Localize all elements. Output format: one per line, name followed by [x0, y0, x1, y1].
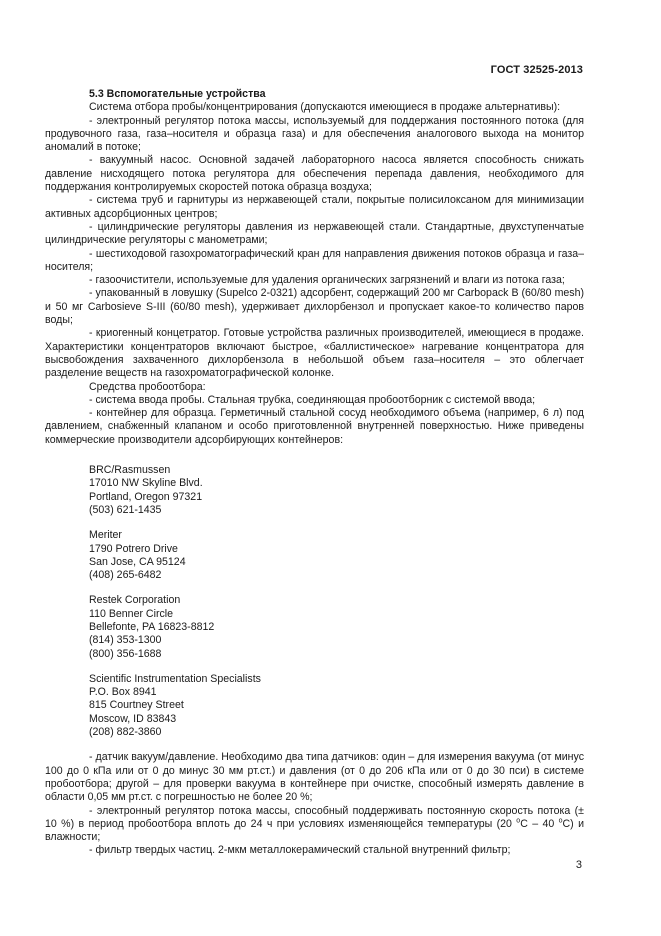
vendor-line: Meriter	[89, 529, 122, 542]
vendor-list	[45, 464, 584, 739]
text-run: С – 40	[520, 817, 559, 830]
vendor-line: 1790 Potrero Drive	[89, 542, 178, 555]
vendor-line: (208) 882-3860	[89, 726, 162, 739]
vendor-address	[89, 464, 584, 517]
vendor-line: BRC/Rasmussen	[89, 464, 171, 477]
vendor-line: 17010 NW Skyline Blvd.	[89, 477, 203, 490]
standard-id: ГОСТ 32525-2013	[490, 64, 583, 76]
paragraph: - цилиндрические регуляторы давления из нержавеющей стали. Стандартные, двухступенчатые цилиндрические регуляторы с манометрами;	[45, 220, 584, 247]
paragraph: - контейнер для образца. Герметичный стальной сосуд необходимого объема (например, 6 л) под давлением, снабженный клапаном и особо приготовленной внутренней поверхностью. Ниже приведены коммерческие производители адсорбирующих контейнеров:	[45, 407, 584, 446]
paragraph: - шестиходовой газохроматографический кран для направления движения потоков образца и газа–носителя;	[45, 247, 584, 273]
paragraph-flow-regulator	[45, 805, 584, 845]
degree-mark: о	[516, 817, 521, 825]
vendor-line: 815 Courtney Street	[89, 699, 184, 712]
paragraph: - газоочистители, используемые для удаления органических загрязнений и влаги из потока газа;	[89, 274, 565, 287]
vendor-line: (800) 356-1688	[89, 647, 162, 660]
vendor-line: (503) 621-1435	[89, 503, 162, 516]
paragraph: - вакуумный насос. Основной задачей лабораторного насоса является способность снижать давление нисходящего потока регулятора для обеспечения перепада давления, необходимого для поддержания контролируемых скоростей потока образца воздуха;	[45, 154, 584, 194]
vendor-address	[89, 673, 584, 739]
vendor-address	[89, 594, 584, 660]
vendor-line: (814) 353-1300	[89, 634, 162, 647]
vendor-line: Moscow, ID 83843	[89, 712, 177, 725]
paragraph: - электронный регулятор потока массы, используемый для поддержания постоянного потока (для продувочного газа, газа–носителя и образца газа) и для обеспечения аналогового выхода на монитор аномалий в потоке;	[45, 114, 584, 154]
paragraph: - система ввода пробы. Стальная трубка, соединяющая пробоотборник с системой ввода;	[89, 393, 536, 406]
vendor-line: San Jose, CA 95124	[89, 555, 186, 568]
paragraph: - упакованный в ловушку (Supelco 2-0321) адсорбент, содержащий 200 мг Carbopack B (60/80 mesh) и 50 мг Carbosieve S-III (60/80 mesh), удерживает дихлорбензол и пропускает какое-то количество паров воды;	[45, 287, 584, 327]
paragraph: Система отбора пробы/концентрирования (допускаются имеющиеся в продаже альтернативы):	[89, 101, 561, 114]
section-title: 5.3 Вспомогательные устройства	[89, 88, 266, 100]
vendor-line: (408) 265-6482	[89, 569, 162, 582]
text-run: С) и влажности;	[45, 817, 584, 844]
paragraph: - система труб и гарнитуры из нержавеющей стали, покрытые полисилоксаном для минимизации активных адсорбционных центров;	[45, 194, 584, 220]
vendor-line: 110 Benner Circle	[89, 607, 174, 620]
degree-mark: о	[558, 817, 563, 825]
vendor-address	[89, 529, 584, 582]
page-number: 3	[575, 859, 582, 871]
vendor-line: Bellefonte, PA 16823-8812	[89, 620, 215, 633]
vendor-line: P.O. Box 8941	[89, 686, 157, 699]
paragraph: Средства пробоотбора:	[89, 380, 206, 393]
text-run: - электронный регулятор потока массы, способный поддерживать постоянную скорость потока (± 10 %) в период пробоотбора вплоть до 24 ч при условиях изменяющейся температуры (20	[45, 804, 584, 830]
equipment-continued	[45, 751, 584, 857]
vendor-line: Scientific Instrumentation Specialists	[89, 672, 261, 685]
paragraph: - криогенный концетратор. Готовые устройства различных производителей, имеющиеся в продаже. Характеристики концентраторов включают быстрое, «баллистическое» нагревание концентратора для высвобождения захваченного дихлорбензола в небольшой объем газа–носителя – это облегчает разделение веществ на газохроматографической колонке.	[45, 327, 584, 380]
body-text	[45, 88, 584, 858]
paragraph-particle-filter: - фильтр твердых частиц. 2-мкм металлокерамический стальной внутренний фильтр;	[89, 844, 511, 857]
vendor-line: Restek Corporation	[89, 594, 181, 607]
vendor-line: Portland, Oregon 97321	[89, 490, 203, 503]
paragraph-vacuum-sensor: - датчик вакуум/давление. Необходимо два типа датчиков: один – для измерения вакуума (от минус 100 до 0 кПа или от 0 до минус 30 мм рт.ст.) и давления (от 0 до 206 кПа или от 0 до 30 пси) в системе пробоотбора; другой – для проверки вакуума в контейнере при очистке, способный измерять давление в области 0,05 мм рт.ст. с погрешностью не более 20 %;	[45, 751, 584, 804]
